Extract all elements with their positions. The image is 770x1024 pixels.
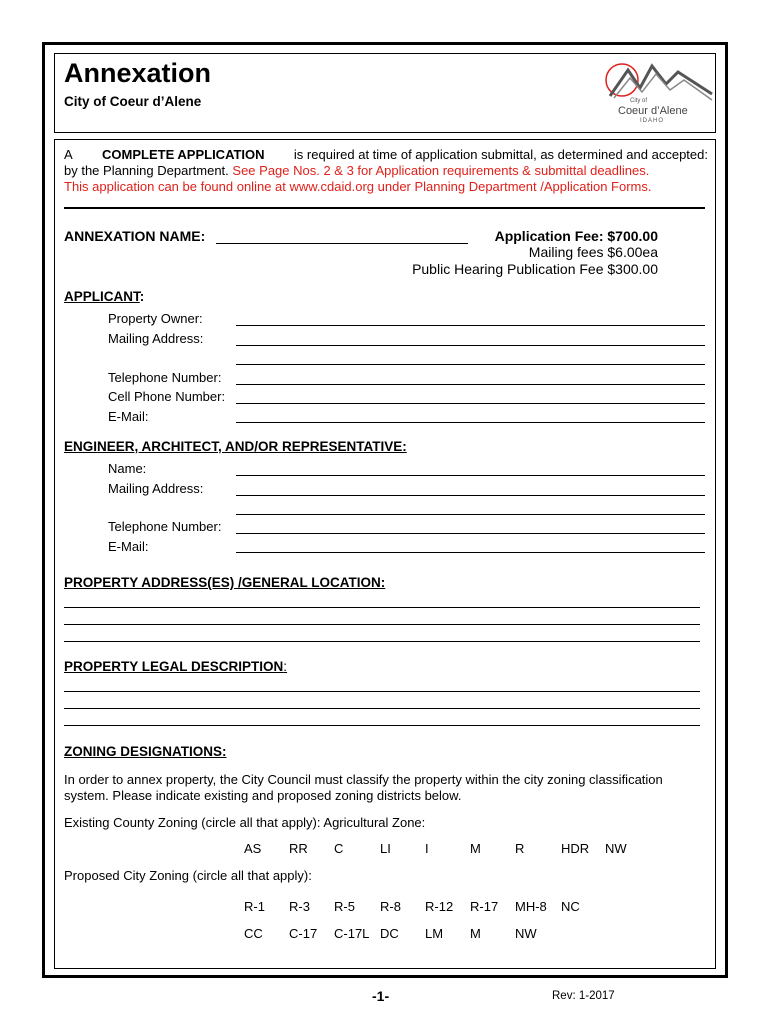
zoning-option-nw[interactable]: NW [605, 841, 627, 856]
legal-heading-text: PROPERTY LEGAL DESCRIPTION [64, 659, 284, 674]
field-label: Telephone Number: [108, 370, 222, 385]
intro-text: is required at time of application submittal, as determined and accepted: [293, 147, 708, 162]
engineer-heading: ENGINEER, ARCHITECT, AND/OR REPRESENTATIVE: [64, 439, 407, 454]
property-address-line-3[interactable] [64, 641, 700, 642]
city-zone-r-17[interactable]: R-17 [470, 899, 499, 914]
field-label: Mailing Address: [108, 481, 204, 496]
city-zone-m[interactable]: M [470, 926, 481, 941]
legal-description-line-3[interactable] [64, 725, 700, 726]
logo-state: IDAHO [640, 118, 665, 124]
legal-description-heading [64, 659, 287, 674]
zoning-paragraph: system. Please indicate existing and proposed zoning districts below. [64, 788, 462, 803]
field-label: Cell Phone Number: [108, 389, 226, 404]
mailing-address-field[interactable] [236, 345, 705, 346]
zoning-option-rr[interactable]: RR [289, 841, 308, 856]
application-fee: Application Fee: $700.00 [494, 228, 658, 244]
field-label: Telephone Number: [108, 519, 222, 534]
rep-mailing-address-field-2[interactable] [236, 514, 705, 515]
applicant-heading [64, 289, 144, 304]
existing-zoning-label: Existing County Zoning (circle all that apply): Agricultural Zone: [64, 815, 426, 830]
email-field[interactable] [236, 422, 705, 423]
city-zone-c-17l[interactable]: C-17L [334, 926, 370, 941]
zoning-option-i[interactable]: I [425, 841, 429, 856]
city-zone-nw[interactable]: NW [515, 926, 537, 941]
page-subtitle: City of Coeur d’Alene [64, 94, 202, 109]
city-zone-r-5[interactable]: R-5 [334, 899, 355, 914]
legal-heading-colon: : [283, 659, 288, 674]
annexation-name-field[interactable] [216, 243, 468, 244]
property-address-line-2[interactable] [64, 624, 700, 625]
applicant-heading-text: APPLICANT [64, 289, 140, 304]
logo-small-text: City of [630, 98, 648, 104]
city-zone-r-1[interactable]: R-1 [244, 899, 265, 914]
rep-email-field[interactable] [236, 552, 705, 553]
field-label: Mailing Address: [108, 331, 204, 346]
city-zone-r-8[interactable]: R-8 [380, 899, 401, 914]
rep-mailing-address-field[interactable] [236, 495, 705, 496]
page-title: Annexation [64, 58, 212, 88]
telephone-field[interactable] [236, 384, 705, 385]
intro-text: by the Planning Department. [64, 163, 229, 178]
field-label: Property Owner: [108, 311, 203, 326]
city-zone-dc[interactable]: DC [380, 926, 399, 941]
applicant-heading-colon: : [139, 289, 145, 304]
zoning-option-li[interactable]: LI [380, 841, 391, 856]
zoning-option-r[interactable]: R [515, 841, 525, 856]
city-zone-mh-8[interactable]: MH-8 [515, 899, 547, 914]
page-number: -1- [372, 988, 390, 1004]
zoning-option-c[interactable]: C [334, 841, 344, 856]
city-zone-nc[interactable]: NC [561, 899, 580, 914]
zoning-paragraph: In order to annex property, the City Council must classify the property within the city zoning classification [64, 772, 663, 787]
zoning-option-as[interactable]: AS [244, 841, 262, 856]
legal-description-line-1[interactable] [64, 691, 700, 692]
intro-emphasis: COMPLETE APPLICATION [102, 147, 265, 162]
divider [64, 207, 705, 209]
logo-name: Coeur d’Alene [618, 105, 688, 117]
annexation-name-label: ANNEXATION NAME: [64, 228, 206, 244]
mailing-fee: Mailing fees $6.00ea [528, 244, 658, 260]
city-logo [600, 58, 715, 128]
intro-online-note: This application can be found online at www.cdaid.org under Planning Department /Application Forms. [64, 179, 652, 194]
intro-requirements-note: See Page Nos. 2 & 3 for Application requirements & submittal deadlines. [232, 163, 650, 178]
city-zone-r-12[interactable]: R-12 [425, 899, 454, 914]
cell-phone-field[interactable] [236, 403, 705, 404]
zoning-heading: ZONING DESIGNATIONS: [64, 744, 227, 759]
proposed-zoning-label: Proposed City Zoning (circle all that apply): [64, 868, 312, 883]
mailing-address-field-2[interactable] [236, 364, 705, 365]
property-owner-field[interactable] [236, 325, 705, 326]
property-address-line-1[interactable] [64, 607, 700, 608]
rep-name-field[interactable] [236, 475, 705, 476]
field-label: E-Mail: [108, 539, 149, 554]
field-label: Name: [108, 461, 147, 476]
intro-text: A [64, 147, 73, 162]
legal-description-line-2[interactable] [64, 708, 700, 709]
rep-telephone-field[interactable] [236, 533, 705, 534]
intro-line-2 [64, 163, 649, 178]
intro-line-1 [64, 147, 708, 162]
city-zone-c-17[interactable]: C-17 [289, 926, 318, 941]
zoning-option-hdr[interactable]: HDR [561, 841, 590, 856]
property-address-heading: PROPERTY ADDRESS(ES) /GENERAL LOCATION: [64, 575, 386, 590]
city-zone-lm[interactable]: LM [425, 926, 444, 941]
zoning-option-m[interactable]: M [470, 841, 481, 856]
city-zone-cc[interactable]: CC [244, 926, 263, 941]
field-label: E-Mail: [108, 409, 149, 424]
city-zone-r-3[interactable]: R-3 [289, 899, 310, 914]
hearing-fee: Public Hearing Publication Fee $300.00 [412, 261, 658, 277]
revision-date: Rev: 1-2017 [552, 990, 615, 1002]
